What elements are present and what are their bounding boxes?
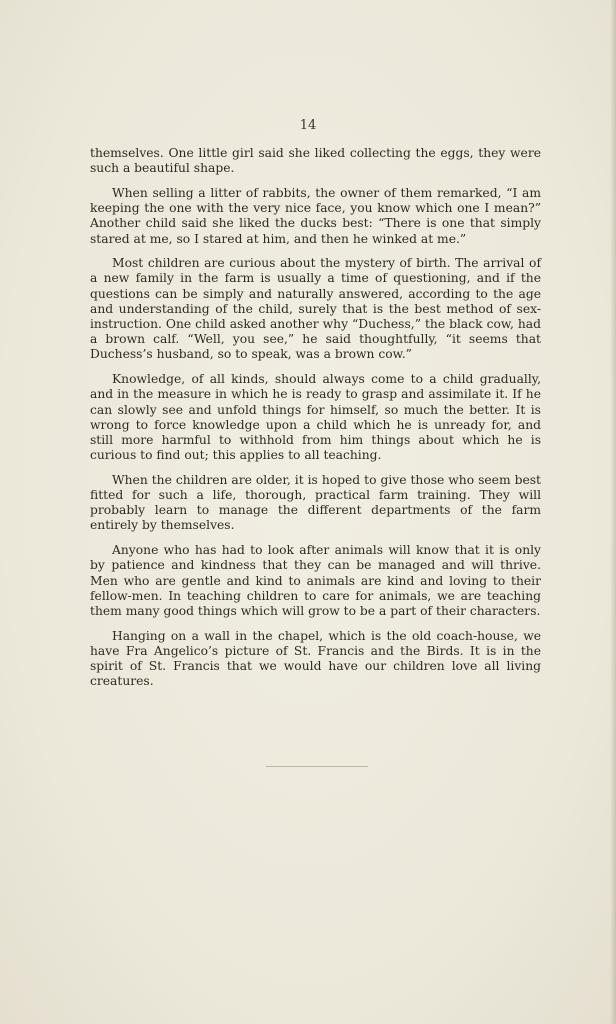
paragraph: themselves. One little girl said she liked collecting the eggs, they were such a beautiful shape. <box>90 146 541 176</box>
paragraph: When selling a litter of rabbits, the owner of them remarked, “I am keeping the one with the very nice face, you know which one I mean?” Another child said she liked the ducks best: “There is one that simply stared at me, so I stared at him, and then he winked at me.” <box>90 185 541 246</box>
page-edge-shadow <box>610 0 616 1024</box>
page-number: 14 <box>299 118 317 133</box>
paragraph: When the children are older, it is hoped to give those who seem best fitted for such a life, thorough, practical farm training. They will probably learn to manage the different departments of the farm entirely by themselves. <box>90 472 541 533</box>
paragraph: Knowledge, of all kinds, should always come to a child gradually, and in the measure in which he is ready to grasp and assimilate it. If he can slowly see and unfold things for himself, so much the better. It is wrong to force knowledge upon a child which he is unready for, and still more harmful to withhold from him things about which he is curious to find out; this applies to all teaching. <box>90 372 541 463</box>
paragraph: Hanging on a wall in the chapel, which is the old coach-house, we have Fra Angelico’s picture of St. Francis and the Birds. It is in the spirit of St. Francis that we would have our children love all living creatures. <box>90 628 541 689</box>
paragraph: Anyone who has had to look after animals will know that it is only by patience and kindness that they can be managed and will thrive. Men who are gentle and kind to animals are kind and loving to their fellow-men. In teaching children to care for animals, we are teaching them many good things which will grow to be a part of their characters. <box>90 543 541 618</box>
body-text <box>90 146 541 699</box>
paragraph: Most children are curious about the mystery of birth. The arrival of a new family in the farm is usually a time of questioning, and if the questions can be simply and naturally answered, according to the age and understanding of the child, surely that is the best method of sex-instruction. One child asked another why “Duchess,” the black cow, had a brown calf. “Well, you see,” he said thoughtfully, “it seems that Duchess’s husband, so to speak, was a brown cow.” <box>90 256 541 362</box>
end-rule <box>266 766 368 767</box>
